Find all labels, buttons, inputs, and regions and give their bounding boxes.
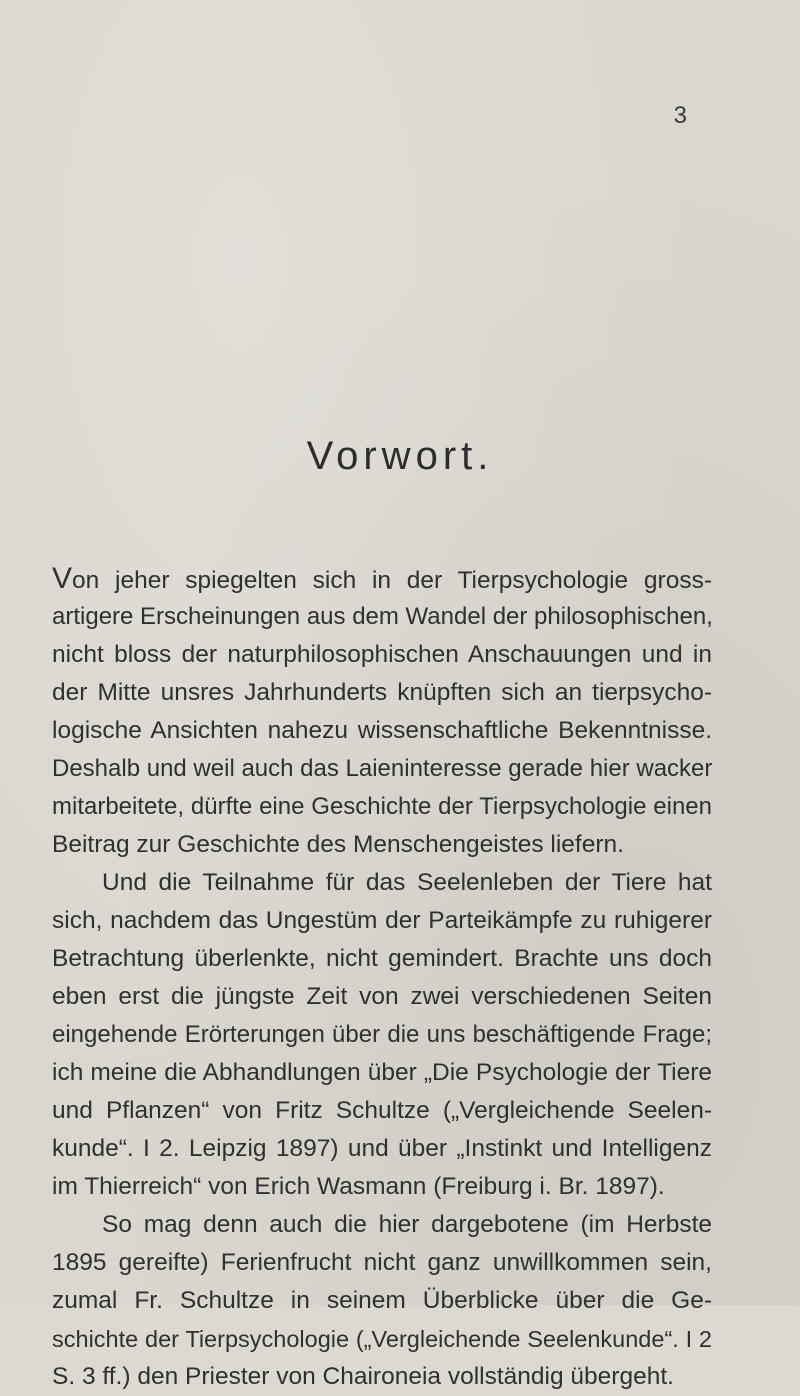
text-line: nicht bloss der naturphilosophischen Anschauungen und in [52,641,712,668]
text-line: logische Ansichten nahezu wissenschaftliche Bekenntnisse. [52,717,712,744]
text-line: im Thierreich“ von Erich Wasmann (Freiburg i. Br. 1897). [52,1173,665,1200]
text-line: S. 3 ff.) den Priester von Chaironeia vollständig übergeht. [52,1363,674,1390]
text-line: zumal Fr. Schultze in seinem Überblicke über die Ge- [52,1287,712,1314]
text-line: Beitrag zur Geschichte des Menschengeistes liefern. [52,831,624,858]
text-line: kunde“. I 2. Leipzig 1897) und über „Instinkt und Intelligenz [52,1135,712,1162]
text-line: sich, nachdem das Ungestüm der Parteikämpfe zu ruhigerer [52,907,712,934]
text-line: mitarbeitete, dürfte eine Geschichte der Tierpsychologie einen [52,793,712,820]
text-line: So mag denn auch die hier dargebotene (im Herbste [102,1211,712,1238]
text-line: Betrachtung überlenkte, nicht gemindert. Brachte uns doch [52,945,712,972]
text-line: 1895 gereifte) Ferienfrucht nicht ganz unwillkommen sein, [52,1249,712,1276]
text-line: ich meine die Abhandlungen über „Die Psychologie der Tiere [52,1059,712,1086]
chapter-title: Vorwort. [306,434,494,478]
text-line: Von jeher spiegelten sich in der Tierpsychologie gross- [52,562,712,595]
text-line: Und die Teilnahme für das Seelenleben der Tiere hat [102,869,712,896]
page-number: 3 [673,102,688,129]
text-line: eben erst die jüngste Zeit von zwei verschiedenen Seiten [52,983,712,1010]
paragraph-1 [52,560,712,864]
paragraph-2 [52,864,712,1206]
text-line: der Mitte unsres Jahrhunderts knüpften sich an tierpsycho- [52,679,712,706]
initial-letter: V [52,562,73,595]
text-line: schichte der Tierpsychologie („Vergleichende Seelenkunde“. I 2 [52,1326,712,1352]
body-text [52,560,712,1396]
text-line: Deshalb und weil auch das Laieninteresse gerade hier wacker [52,755,713,782]
text-line: eingehende Erörterungen über die uns beschäftigende Frage; [52,1021,712,1048]
paragraph-3 [52,1206,712,1396]
text-line: artigere Erscheinungen aus dem Wandel der philosophischen, [52,603,713,630]
text-line: und Pflanzen“ von Fritz Schultze („Vergleichende Seelen- [52,1097,712,1124]
